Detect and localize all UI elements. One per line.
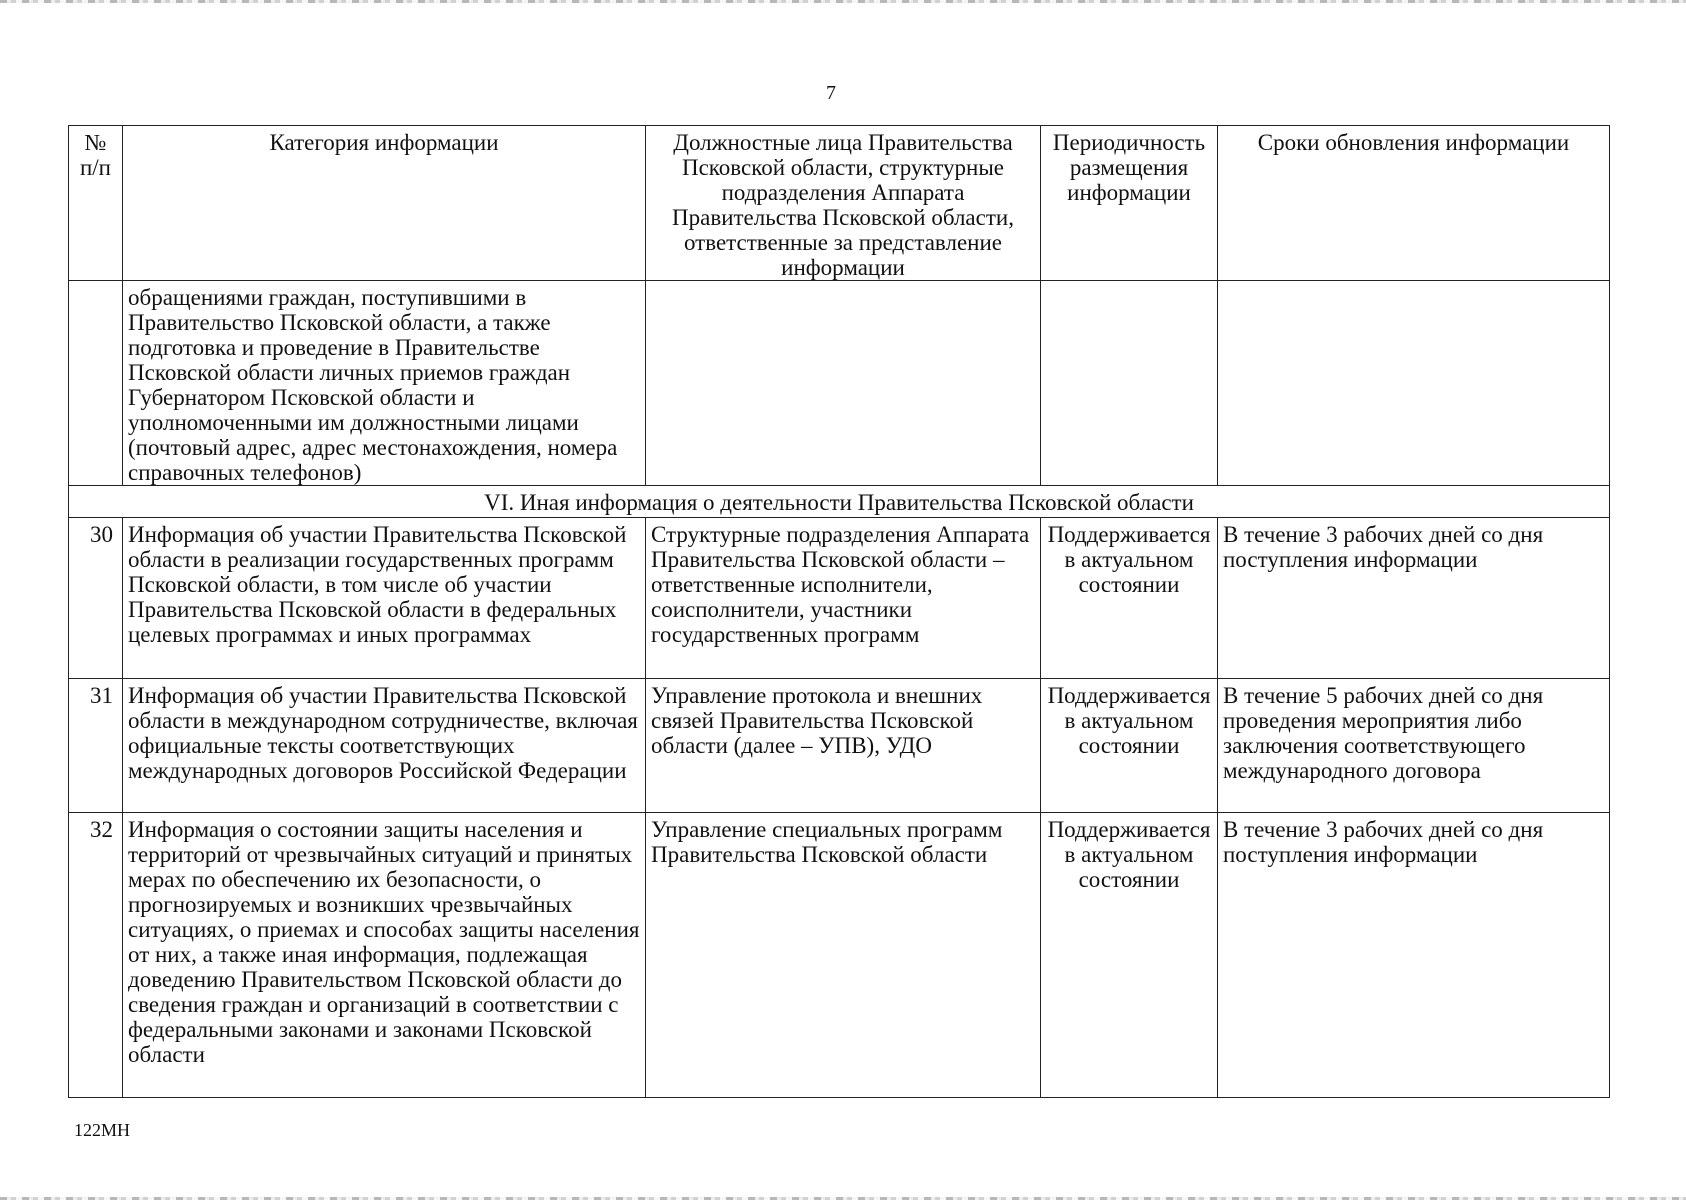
information-table [68, 125, 1610, 1098]
section-title: VI. Иная информация о деятельности Правительства Псковской области [69, 486, 1610, 518]
header-officials: Должностные лица Правительства Псковской области, структурные подразделения Аппарата Правительства Псковской области, ответственные за представление информации [646, 126, 1041, 281]
header-num: № п/п [69, 126, 123, 281]
table-row [69, 679, 1610, 813]
cell-officials: Структурные подразделения Аппарата Правительства Псковской области – ответственные исполнители, соисполнители, участники государственных программ [646, 518, 1041, 679]
cell-category: Информация о состоянии защиты населения и территорий от чрезвычайных ситуаций и принятых мерах по обеспечению их безопасности, о прогнозируемых и возникших чрезвычайных ситуациях, о приемах и способах защиты населения от них, а также иная информация, подлежащая доведению Правительством Псковской области до сведения граждан и организаций в соответствии с федеральными законами и законами Псковской области [123, 813, 646, 1098]
cell-update-terms [1218, 281, 1610, 486]
cell-num: 30 [69, 518, 123, 679]
scan-edge-top [0, 0, 1686, 3]
cell-periodicity: Поддерживается в актуальном состоянии [1041, 679, 1218, 813]
cell-update-terms: В течение 5 рабочих дней со дня проведения мероприятия либо заключения соответствующего международного договора [1218, 679, 1610, 813]
cell-officials: Управление специальных программ Правительства Псковской области [646, 813, 1041, 1098]
section-heading-row [69, 486, 1610, 518]
page-number: 7 [826, 82, 836, 104]
cell-update-terms: В течение 3 рабочих дней со дня поступления информации [1218, 813, 1610, 1098]
cell-officials: Управление протокола и внешних связей Правительства Псковской области (далее – УПВ), УДО [646, 679, 1041, 813]
table-row [69, 813, 1610, 1098]
cell-num [69, 281, 123, 486]
document-code: 122МН [74, 1120, 131, 1140]
header-category: Категория информации [123, 126, 646, 281]
table-row [69, 518, 1610, 679]
table-row-continuation [69, 281, 1610, 486]
cell-category: Информация об участии Правительства Псковской области в реализации государственных программ Псковской области, в том числе об участии Правительства Псковской области в федеральных целевых программах и иных программах [123, 518, 646, 679]
cell-category: Информация об участии Правительства Псковской области в международном сотрудничестве, включая официальные тексты соответствующих международных договоров Российской Федерации [123, 679, 646, 813]
cell-periodicity: Поддерживается в актуальном состоянии [1041, 518, 1218, 679]
cell-officials [646, 281, 1041, 486]
cell-num: 32 [69, 813, 123, 1098]
cell-num: 31 [69, 679, 123, 813]
cell-periodicity [1041, 281, 1218, 486]
cell-periodicity: Поддерживается в актуальном состоянии [1041, 813, 1218, 1098]
cell-category: обращениями граждан, поступившими в Правительство Псковской области, а также подготовка и проведение в Правительстве Псковской области личных приемов граждан Губернатором Псковской области и уполномоченными им должностными лицами (почтовый адрес, адрес местонахождения, номера справочных телефонов) [123, 281, 646, 486]
header-update-terms: Сроки обновления информации [1218, 126, 1610, 281]
table-header-row [69, 126, 1610, 281]
header-periodicity: Периодичность размещения информации [1041, 126, 1218, 281]
cell-update-terms: В течение 3 рабочих дней со дня поступления информации [1218, 518, 1610, 679]
